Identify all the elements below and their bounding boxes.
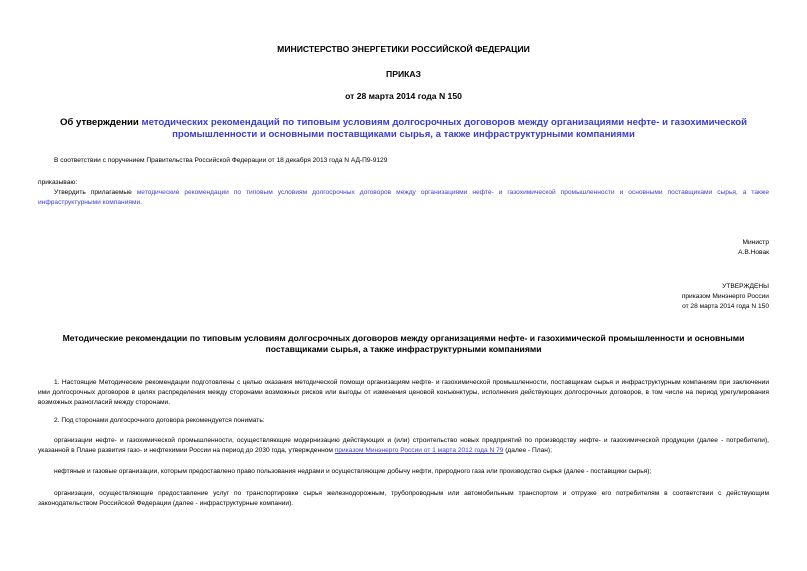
paragraph-3 <box>38 436 769 456</box>
order-text <box>38 188 769 208</box>
order-79-link[interactable]: приказом Минэнерго России от 1 марта 2012 года N 79 <box>334 447 504 454</box>
date-number-heading: от 28 марта 2014 года N 150 <box>345 91 462 101</box>
signature-name: А.В.Новак <box>738 249 769 256</box>
recommendations-link[interactable]: методические рекомендации по типовым условиям долгосрочных договоров между организациями нефте- и газохимической промышленности и основными поставщиками сырья, а также инфраструктурными компаниями <box>38 189 769 206</box>
paragraph-1: 1. Настоящие Методические рекомендации подготовлены с целью оказания методической помощи организациям нефте- и газохимической промышленности, поставщикам сырья и инфраструктурным компаниям при заключении ими долгосрочных договоров в целях распределения между сторонами возможных рисков или выгоды от изменения ценовой конъюнктуры, исполнения действующих долгосрочных договоров, в том числе на период урегулирования возможных разногласий между сторонами. <box>38 379 769 406</box>
approval-date: от 28 марта 2014 года N 150 <box>682 303 769 310</box>
order-word: приказываю: <box>38 179 78 186</box>
paragraph-3-prefix: организации нефте- и газохимической промышленности, осуществляющие модернизацию действующих и (или) строительство новых предприятий по производству нефте- и газохимической продукции (далее - потребители), указанной в Плане развития газо- и нефтехимии России на период до 2030 года, утвержденном <box>38 437 769 454</box>
paragraph-4: нефтяные и газовые организации, которым предоставлено право пользования недрами и осуществляющие добычу нефти, природного газа или производство сырья (далее - поставщики сырья); <box>54 468 652 475</box>
order-text-prefix: Утвердить прилагаемые <box>54 189 137 196</box>
order-text-suffix: . <box>140 199 143 206</box>
approval-by: приказом Минэнерго России <box>681 293 769 300</box>
paragraph-5: организации, осуществляющие предоставление услуг по транспортировке сырья железнодорожным, трубопроводным или автомобильным транспортом и отгрузке его потребителям в соответствии с действующим законодательством Российской Федерации (далее - инфраструктурные компании). <box>38 490 769 507</box>
doc-type-heading: ПРИКАЗ <box>386 69 421 79</box>
preamble-text: В соответствии с поручением Правительства Российской Федерации от 18 декабря 2013 года N АД-П9-9129 <box>54 157 388 164</box>
order-title-link[interactable]: методических рекомендаций по типовым условиям долгосрочных договоров между организациями нефте- и газохимической промышленности и основными поставщиками сырья, а также инфраструктурными компаниями <box>141 117 748 140</box>
ministry-heading: МИНИСТЕРСТВО ЭНЕРГЕТИКИ РОССИЙСКОЙ ФЕДЕРАЦИИ <box>277 44 530 54</box>
paragraph-3-suffix: (далее - План); <box>503 447 552 454</box>
recommendations-title: Методические рекомендации по типовым условиям долгосрочных договоров между организациями нефте- и газохимической промышленности и основными поставщиками сырья, а также инфраструктурными компаниями <box>62 333 745 354</box>
order-title-prefix: Об утверждении <box>59 117 142 128</box>
paragraph-2: 2. Под сторонами долгосрочного договора рекомендуется понимать: <box>54 417 265 424</box>
signature-position: Министр <box>742 239 769 246</box>
order-title <box>38 117 769 141</box>
approval-word: УТВЕРЖДЕНЫ <box>722 283 769 290</box>
